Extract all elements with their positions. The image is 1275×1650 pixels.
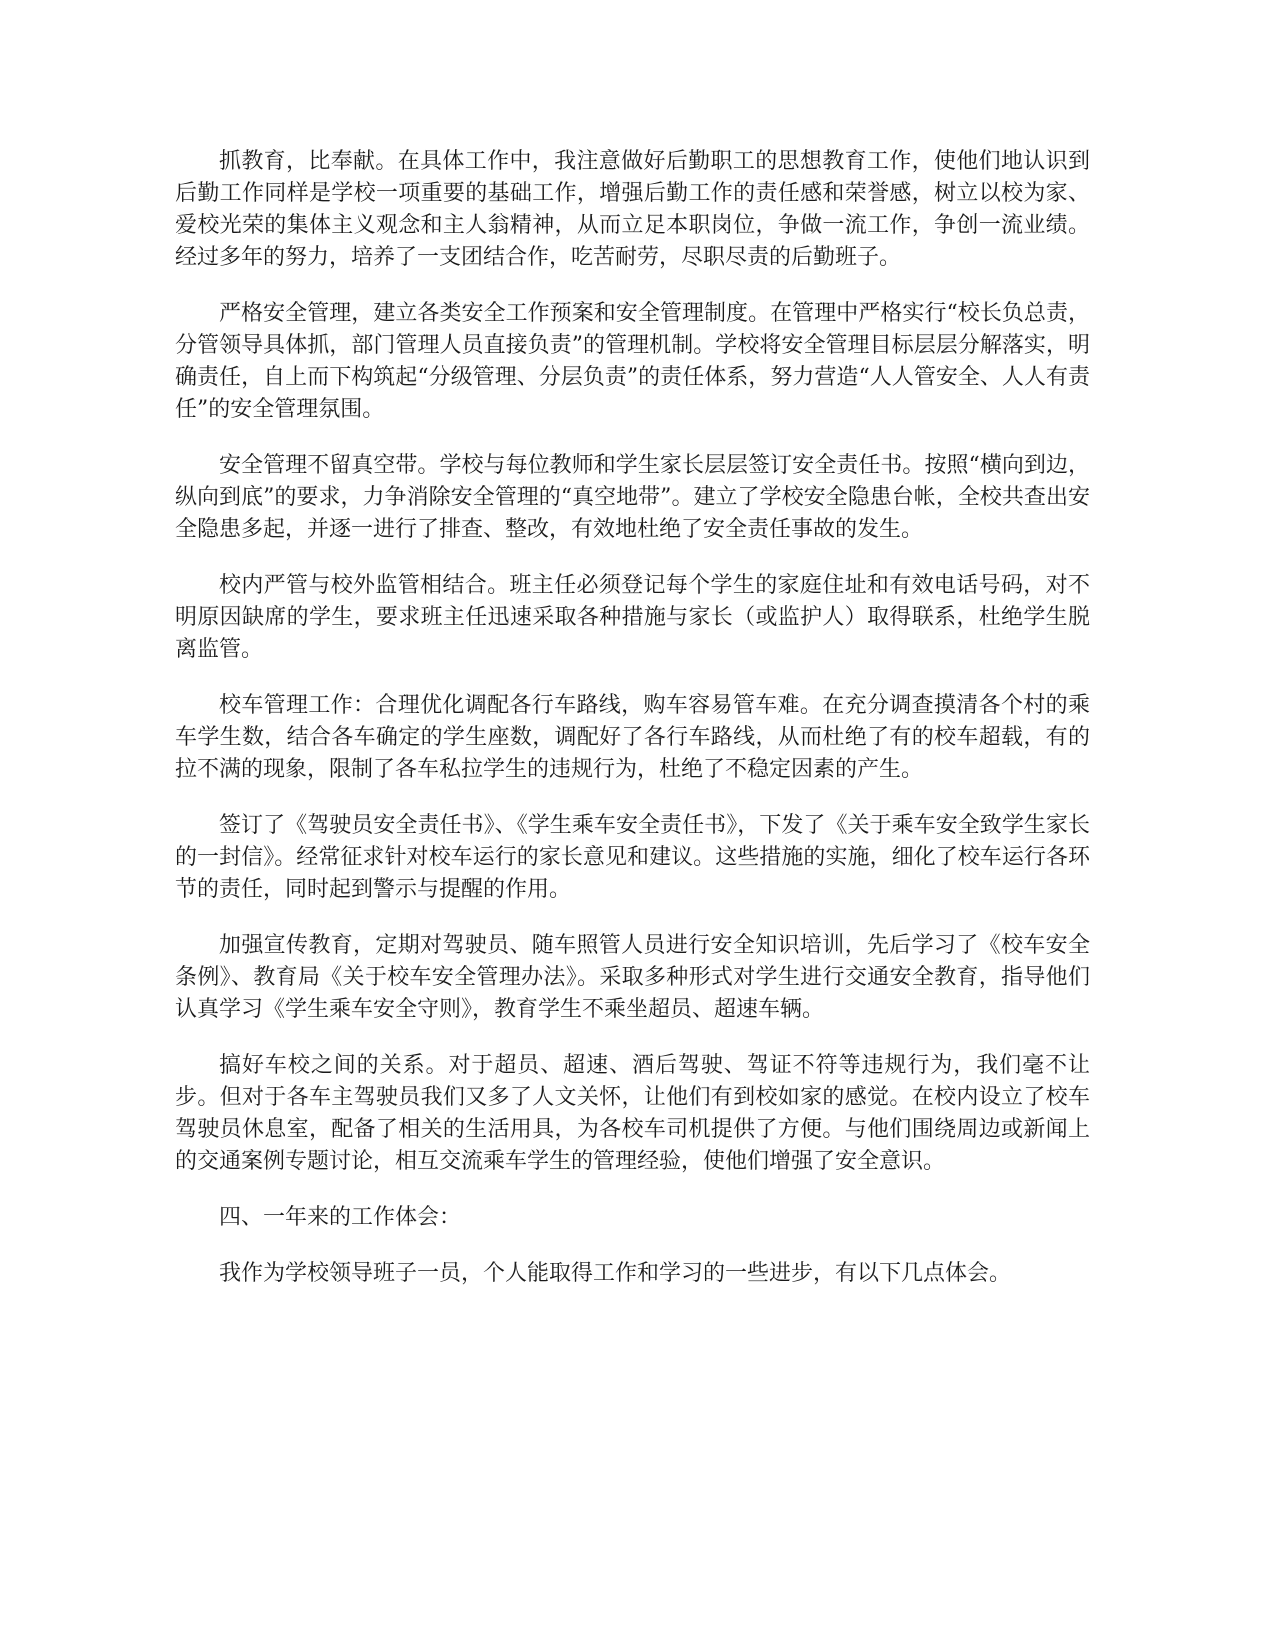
paragraph-personal-experience: 我作为学校领导班子一员，个人能取得工作和学习的一些进步，有以下几点体会。: [219, 1261, 1012, 1286]
paragraph-logistics-education: 抓教育，比奉献。在具体工作中，我注意做好后勤职工的思想教育工作，使他们地认识到后勤工作同样是学校一项重要的基础工作，增强后勤工作的责任感和荣誉感，树立以校为家、爱校光荣的集体主义观念和主人翁精神，从而立足本职岗位，争做一流工作，争创一流业绩。经过多年的努力，培养了一支团结合作，吃苦耐劳，尽职尽责的后勤班子。: [175, 149, 1090, 270]
paragraph-responsibility-letters: 签订了《驾驶员安全责任书》、《学生乘车安全责任书》，下发了《关于乘车安全致学生家长的一封信》。经常征求针对校车运行的家长意见和建议。这些措施的实施，细化了校车运行各环节的责任，同时起到警示与提醒的作用。: [175, 813, 1090, 902]
paragraph-supervision: 校内严管与校外监管相结合。班主任必须登记每个学生的家庭住址和有效电话号码，对不明原因缺席的学生，要求班主任迅速采取各种措施与家长（或监护人）取得联系，杜绝学生脱离监管。: [175, 573, 1090, 662]
paragraph-no-vacuum-zone: 安全管理不留真空带。学校与每位教师和学生家长层层签订安全责任书。按照“横向到边，纵向到底”的要求，力争消除安全管理的“真空地带”。建立了学校安全隐患台帐，全校共查出安全隐患多起，并逐一进行了排查、整改，有效地杜绝了安全责任事故的发生。: [175, 453, 1090, 542]
document-body: [175, 146, 1090, 1314]
paragraph-driver-relations: 搞好车校之间的关系。对于超员、超速、酒后驾驶、驾证不符等违规行为，我们毫不让步。但对于各车主驾驶员我们又多了人文关怀，让他们有到校如家的感觉。在校内设立了校车驾驶员休息室，配备了相关的生活用具，为各校车司机提供了方便。与他们围绕周边或新闻上的交通案例专题讨论，相互交流乘车学生的管理经验，使他们增强了安全意识。: [175, 1053, 1090, 1174]
paragraph-school-bus-management: 校车管理工作：合理优化调配各行车路线，购车容易管车难。在充分调查摸清各个村的乘车学生数，结合各车确定的学生座数，调配好了各行车路线，从而杜绝了有的校车超载，有的拉不满的现象，限制了各车私拉学生的违规行为，杜绝了不稳定因素的产生。: [175, 693, 1090, 782]
section-heading-work-experience: 四、一年来的工作体会：: [219, 1205, 462, 1230]
paragraph-safety-management: 严格安全管理，建立各类安全工作预案和安全管理制度。在管理中严格实行“校长负总责，分管领导具体抓，部门管理人员直接负责”的管理机制。学校将安全管理目标层层分解落实，明确责任，自上而下构筑起“分级管理、分层负责”的责任体系，努力营造“人人管安全、人人有责任”的安全管理氛围。: [175, 301, 1090, 422]
paragraph-publicity-education: 加强宣传教育，定期对驾驶员、随车照管人员进行安全知识培训，先后学习了《校车安全条例》、教育局《关于校车安全管理办法》。采取多种形式对学生进行交通安全教育，指导他们认真学习《学生乘车安全守则》，教育学生不乘坐超员、超速车辆。: [175, 933, 1090, 1022]
